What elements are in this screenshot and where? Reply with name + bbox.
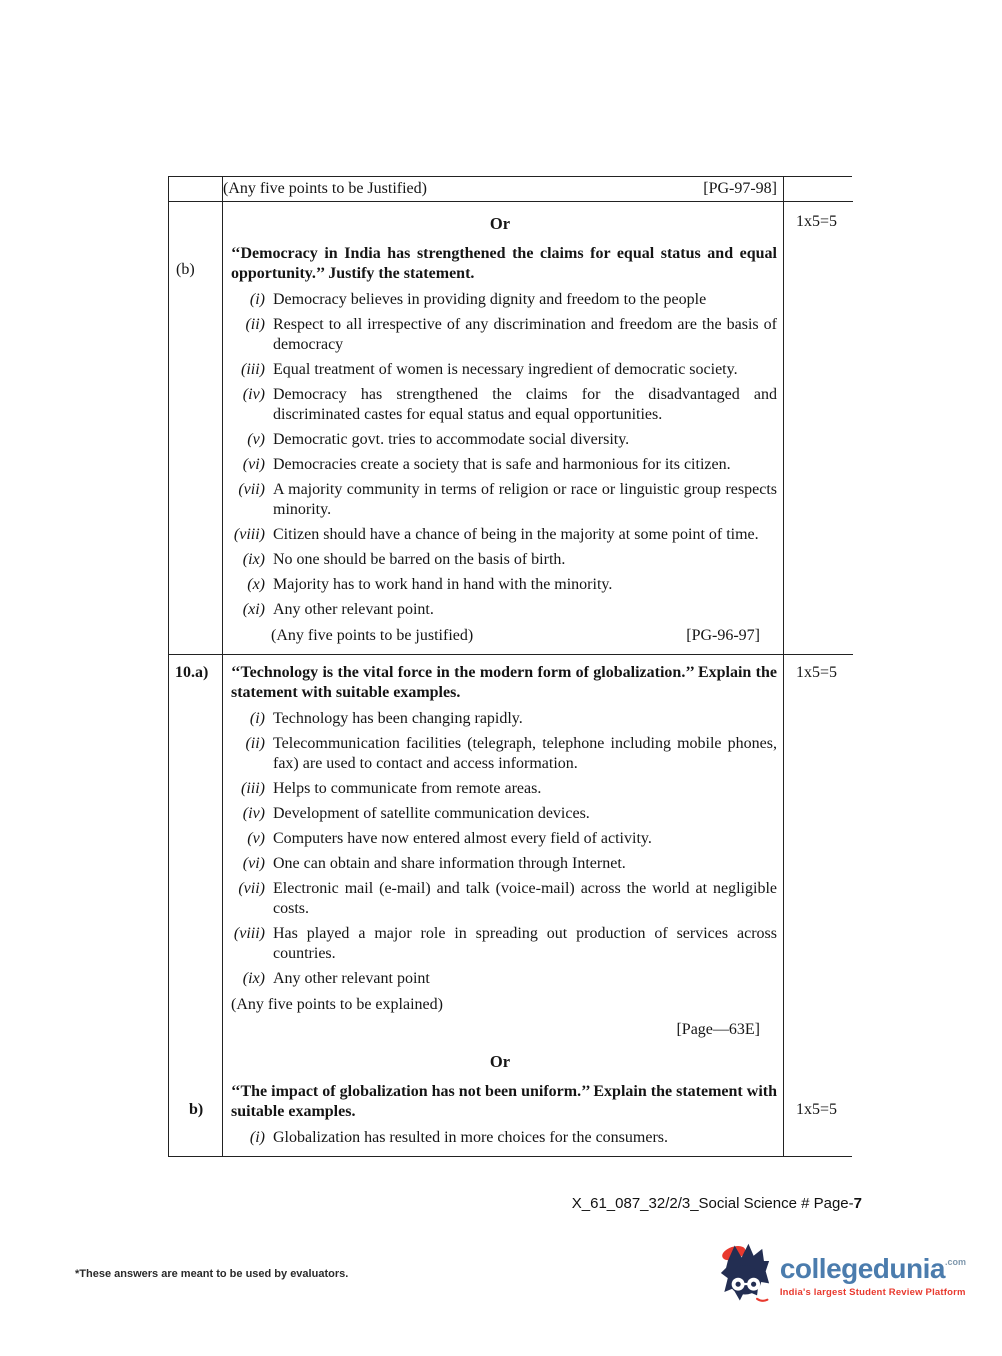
answer-point [223,550,777,570]
closing-note: (Any five points to be justified) [271,627,474,644]
question-label-10a [169,655,223,1156]
question-label-text: (b) [176,261,195,278]
question-heading-b2: ‘‘The impact of globalization has not been uniform.’’ Explain the statement with suitable examples. [231,1083,777,1120]
answer-point [223,525,777,545]
marks-cell-empty [784,177,853,202]
point-text: Citizen should have a chance of being in the majority at some point of time. [273,526,759,543]
answer-point [223,480,777,520]
footer-page-number: 7 [853,1195,862,1212]
page-reference: [Page—63E] [676,1021,760,1038]
point-number: (iii) [241,780,265,797]
or-separator: Or [489,1052,511,1071]
answer-point [223,804,777,824]
marks-cell-b [784,202,853,655]
answer-points-list [223,709,777,989]
question-label-text: 10.a) [175,664,209,681]
or-separator: Or [489,214,511,233]
answer-point [223,455,777,475]
page-reference: [PG-97-98] [703,180,777,197]
point-text: Globalization has resulted in more choices for the consumers. [273,1129,668,1146]
point-number: (iv) [242,805,265,822]
collegedunia-logo [719,1242,966,1309]
answer-point [223,430,777,450]
point-text: Electronic mail (e-mail) and talk (voice-mail) across the world at negligible costs. [273,880,777,917]
answer-point [223,600,777,620]
point-text: A majority community in terms of religion or race or linguistic group respects minority. [273,481,777,518]
point-text: Has played a major role in spreading out production of services across countries. [273,925,777,962]
point-number: (vi) [242,456,265,473]
point-text: Democratic govt. tries to accommodate social diversity. [273,431,630,448]
answer-point [223,385,777,425]
answer-point [223,924,777,964]
marks-cell-10a [784,655,853,1156]
point-text: Technology has been changing rapidly. [273,710,523,727]
point-number: (ii) [245,316,265,333]
point-number: (viii) [233,526,265,543]
point-number: (vii) [238,880,265,897]
answer-content-b [223,202,784,655]
row-top-note [223,177,784,202]
point-number: (vi) [242,855,265,872]
point-number: (iii) [241,361,265,378]
answer-points-list-b2 [223,1128,777,1148]
answer-point [223,879,777,919]
point-number: (i) [249,291,265,308]
answer-content-10a [223,655,784,1156]
answer-point [223,969,777,989]
point-number: (v) [247,431,265,448]
question-heading: ‘‘Technology is the vital force in the modern form of globalization.’’ Explain the statement with suitable examples. [231,664,777,701]
page-reference: [PG-96-97] [686,627,760,644]
point-text: No one should be barred on the basis of birth. [273,551,566,568]
point-text: Telecommunication facilities (telegraph, telephone including mobile phones, fax) are used to contact and access information. [273,735,777,772]
point-text: Respect to all irrespective of any discrimination and freedom are the basis of democracy [273,316,777,353]
point-text: Democracy believes in providing dignity and freedom to the people [273,291,707,308]
closing-note-row [271,626,760,646]
label-cell-empty [169,177,223,202]
answer-point [223,290,777,310]
point-text: Any other relevant point [273,970,430,987]
marks-value: 1x5=5 [796,213,838,230]
brand-name: collegedunia [779,1252,945,1284]
brand-tagline: India's largest Student Review Platform [779,1286,966,1298]
footer-ref-text: X_61_087_32/2/3_Social Science # Page- [571,1195,854,1212]
point-number: (i) [249,1129,265,1146]
answer-point [223,779,777,799]
marks-value: 1x5=5 [796,664,838,681]
point-number: (viii) [233,925,265,942]
point-text: Computers have now entered almost every field of activity. [273,830,652,847]
collegedunia-mascot-icon [719,1242,771,1309]
answer-points-list [223,290,777,620]
answers-table [168,176,852,1157]
point-number: (iv) [242,386,265,403]
point-number: (v) [247,830,265,847]
answer-point [223,315,777,355]
point-text: Helps to communicate from remote areas. [273,780,542,797]
point-text: Equal treatment of women is necessary ingredient of democratic society. [273,361,738,378]
question-heading: ‘‘Democracy in India has strengthened the claims for equal status and equal opportunity.’’ Justify the statement. [231,245,777,282]
point-number: (vii) [238,481,265,498]
closing-note: (Any five points to be explained) [231,996,443,1013]
point-text: Democracy has strengthened the claims for the disadvantaged and discriminated castes for equal status and equal opportunities. [273,386,777,423]
answer-point [223,360,777,380]
answer-point [223,1128,777,1148]
point-text: One can obtain and share information through Internet. [273,855,626,872]
point-text: Majority has to work hand in hand with the minority. [273,576,613,593]
footer-document-reference [572,1195,862,1212]
evaluator-disclaimer: *These answers are meant to be used by evaluators. [75,1268,349,1280]
answer-point [223,575,777,595]
point-text: Any other relevant point. [273,601,434,618]
point-number: (ix) [242,970,265,987]
logo-text-block [780,1254,966,1298]
point-number: (xi) [242,601,265,618]
answer-point [223,854,777,874]
marks-value-b2: 1x5=5 [796,1101,838,1118]
question-label-b [169,202,223,655]
point-text: Democracies create a society that is safe and harmonious for its citizen. [273,456,731,473]
answer-point [223,829,777,849]
point-number: (x) [247,576,265,593]
point-text: Development of satellite communication devices. [273,805,590,822]
point-number: (i) [249,710,265,727]
note-text: (Any five points to be Justified) [223,180,427,197]
answer-point [223,734,777,774]
point-number: (ix) [242,551,265,568]
brand-domain-suffix: .com [944,1256,966,1267]
point-number: (ii) [245,735,265,752]
answer-point [223,709,777,729]
question-label-b2: b) [189,1101,204,1118]
